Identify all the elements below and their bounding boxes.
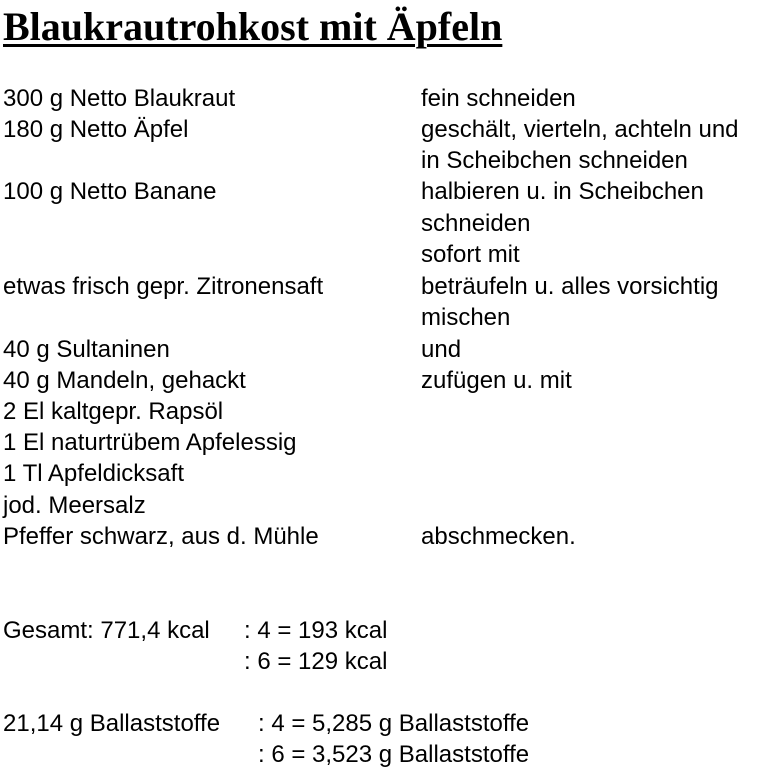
ingredient-item: Pfeffer schwarz, aus d. Mühle xyxy=(3,523,319,550)
instruction-line: fein schneiden xyxy=(421,85,576,112)
instruction-line: geschält, vierteln, achteln und xyxy=(421,116,739,143)
instruction-line: schneiden xyxy=(421,210,531,237)
ingredient-item: 2 El kaltgepr. Rapsöl xyxy=(3,398,224,425)
fiber-per-4: : 4 = 5,285 g Ballaststoffe xyxy=(258,710,530,737)
kcal-per-4: : 4 = 193 kcal xyxy=(244,617,388,644)
ingredient-item: 100 g Netto Banane xyxy=(3,178,217,205)
ingredient-item: 1 El naturtrübem Apfelessig xyxy=(3,429,297,456)
fiber-total: 21,14 g Ballaststoffe xyxy=(3,710,221,737)
recipe-title: Blaukrautrohkost mit Äpfeln xyxy=(3,4,503,49)
instruction-line: mischen xyxy=(421,304,511,331)
instruction-line: beträufeln u. alles vorsichtig xyxy=(421,273,719,300)
instruction-line: zufügen u. mit xyxy=(421,367,572,394)
kcal-per-6: : 6 = 129 kcal xyxy=(244,648,388,675)
ingredient-item: 40 g Mandeln, gehackt xyxy=(3,367,246,394)
instruction-line: abschmecken. xyxy=(421,523,576,550)
instruction-line: halbieren u. in Scheibchen xyxy=(421,178,704,205)
kcal-total: Gesamt: 771,4 kcal xyxy=(3,617,210,644)
instruction-line: und xyxy=(421,336,462,363)
ingredient-item: etwas frisch gepr. Zitronensaft xyxy=(3,273,324,300)
ingredient-item: 1 Tl Apfeldicksaft xyxy=(3,460,184,487)
ingredient-item: 300 g Netto Blaukraut xyxy=(3,85,236,112)
ingredient-item: jod. Meersalz xyxy=(3,492,146,519)
instruction-line: in Scheibchen schneiden xyxy=(421,147,688,174)
fiber-per-6: : 6 = 3,523 g Ballaststoffe xyxy=(258,741,530,768)
ingredient-item: 40 g Sultaninen xyxy=(3,336,170,363)
ingredient-item: 180 g Netto Äpfel xyxy=(3,116,189,143)
instruction-line: sofort mit xyxy=(421,241,520,268)
